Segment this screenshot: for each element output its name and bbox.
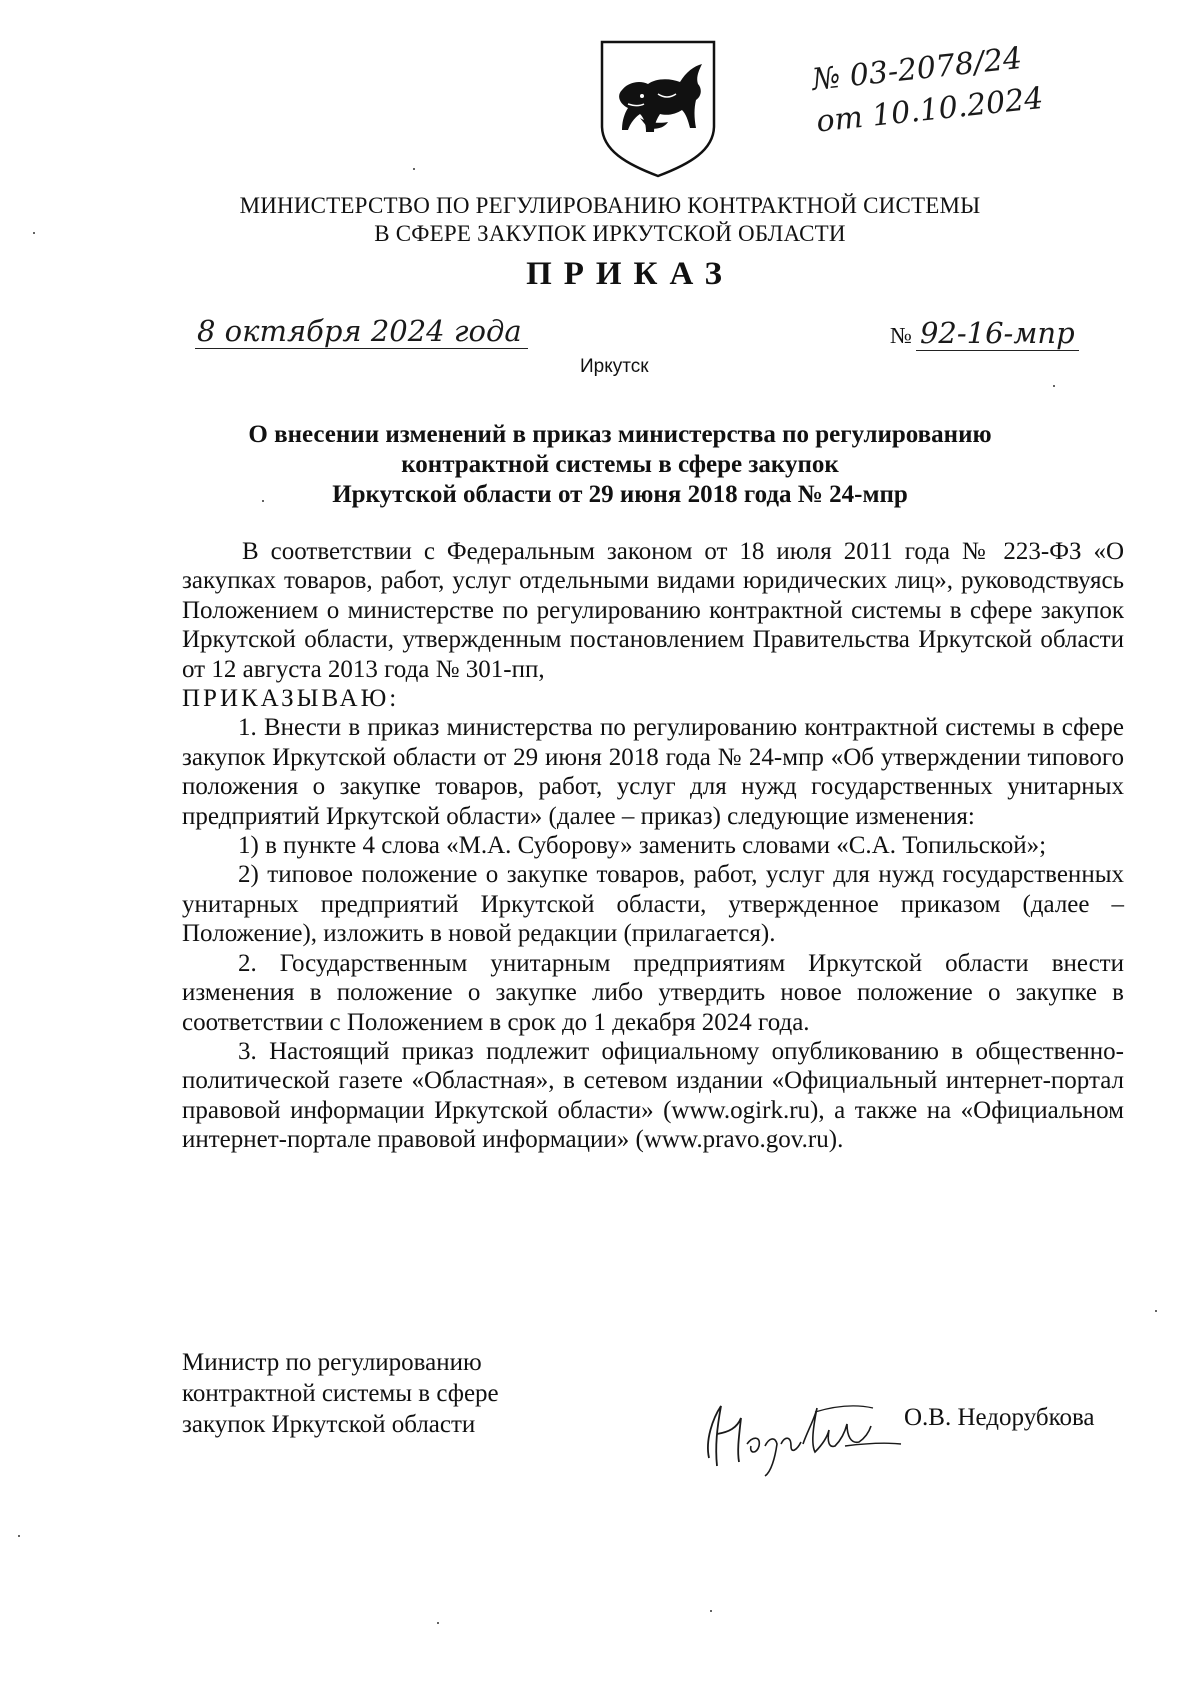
order-word: ПРИКАЗЫВАЮ: <box>182 685 400 713</box>
item-2-paragraph: 2. Государственным унитарным предприятиям Иркутской области внести изменения в положение о закупке либо утвердить новое положение о закупке в соответствии с Положением в срок до 1 декабря 2024 года. <box>182 949 1124 1036</box>
handwritten-signature-icon <box>695 1388 905 1478</box>
registration-number: № 03-2078/24 <box>810 40 1024 98</box>
irkutsk-coat-of-arms-icon <box>598 38 718 180</box>
scan-speck <box>437 1622 439 1624</box>
document-date: 8 октября 2024 года <box>195 314 528 349</box>
registration-date: от 10.10.2024 <box>814 80 1045 140</box>
position-line-3: закупок Иркутской области <box>182 1411 476 1438</box>
city: Иркутск <box>580 356 649 377</box>
title-line-1: О внесении изменений в приказ министерства по регулированию <box>248 421 992 448</box>
scan-speck <box>413 168 415 170</box>
signer-name: О.В. Недорубкова <box>904 1404 1095 1431</box>
ministry-name-line-2: В СФЕРЕ ЗАКУПОК ИРКУТСКОЙ ОБЛАСТИ <box>374 221 846 246</box>
scan-speck <box>18 1535 20 1537</box>
position-line-1: Министр по регулированию <box>182 1349 482 1376</box>
scan-speck <box>710 1610 712 1612</box>
ministry-name-line-1: МИНИСТЕРСТВО ПО РЕГУЛИРОВАНИЮ КОНТРАКТНОЙ СИСТЕМЫ <box>239 193 981 218</box>
scan-speck <box>1053 385 1055 387</box>
document-number <box>890 316 1079 350</box>
document-number-value: 92-16-мпр <box>916 316 1079 351</box>
item-1-2-paragraph: 2) типовое положение о закупке товаров, работ, услуг для нужд государственных унитарных предприятий Иркутской области, утвержденное приказом (далее – Положение), изложить в новой редакции (прилагается). <box>182 861 1124 948</box>
position-line-2: контрактной системы в сфере <box>182 1380 499 1407</box>
document-body <box>182 537 1124 1155</box>
number-sign: № <box>890 323 912 348</box>
document-type: ПРИКАЗ <box>526 256 734 292</box>
ministry-name <box>160 192 1060 248</box>
title-line-3: Иркутской области от 29 июня 2018 года № 24-мпр <box>332 481 908 508</box>
preamble-paragraph: В соответствии с Федеральным законом от 18 июля 2011 года № 223-ФЗ «О закупках товаров, работ, услуг отдельными видами юридических лиц», руководствуясь Положением о министерстве по регулированию контрактной системы в сфере закупок Иркутской области, утвержденным постановлением Правительства Иркутской области от 12 августа 2013 года № 301-пп, <box>182 538 1124 683</box>
signatory-position <box>182 1347 499 1440</box>
item-1-1-paragraph: 1) в пункте 4 слова «М.А. Суборову» заменить словами «С.А. Топильской»; <box>238 832 1047 860</box>
scan-speck <box>262 500 264 502</box>
scan-speck <box>33 232 35 234</box>
item-3-paragraph: 3. Настоящий приказ подлежит официальному опубликованию в общественно-политической газете «Областная», в сетевом издании «Официальный интернет-портал правовой информации Иркутской области» (www.ogirk.ru), а также на «Официальном интернет-портале правовой информации» (www.pravo.gov.ru). <box>182 1037 1124 1154</box>
item-1-paragraph: 1. Внести в приказ министерства по регулированию контрактной системы в сфере закупок Иркутской области от 29 июня 2018 года № 24-мпр «Об утверждении типового положения о закупке товаров, работ, услуг для нужд государственных унитарных предприятий Иркутской области» (далее – приказ) следующие изменения: <box>182 714 1124 830</box>
registration-note <box>810 32 1087 144</box>
document-title <box>190 420 1050 510</box>
title-line-2: контрактной системы в сфере закупок <box>401 451 839 478</box>
scan-speck <box>1155 1310 1157 1312</box>
